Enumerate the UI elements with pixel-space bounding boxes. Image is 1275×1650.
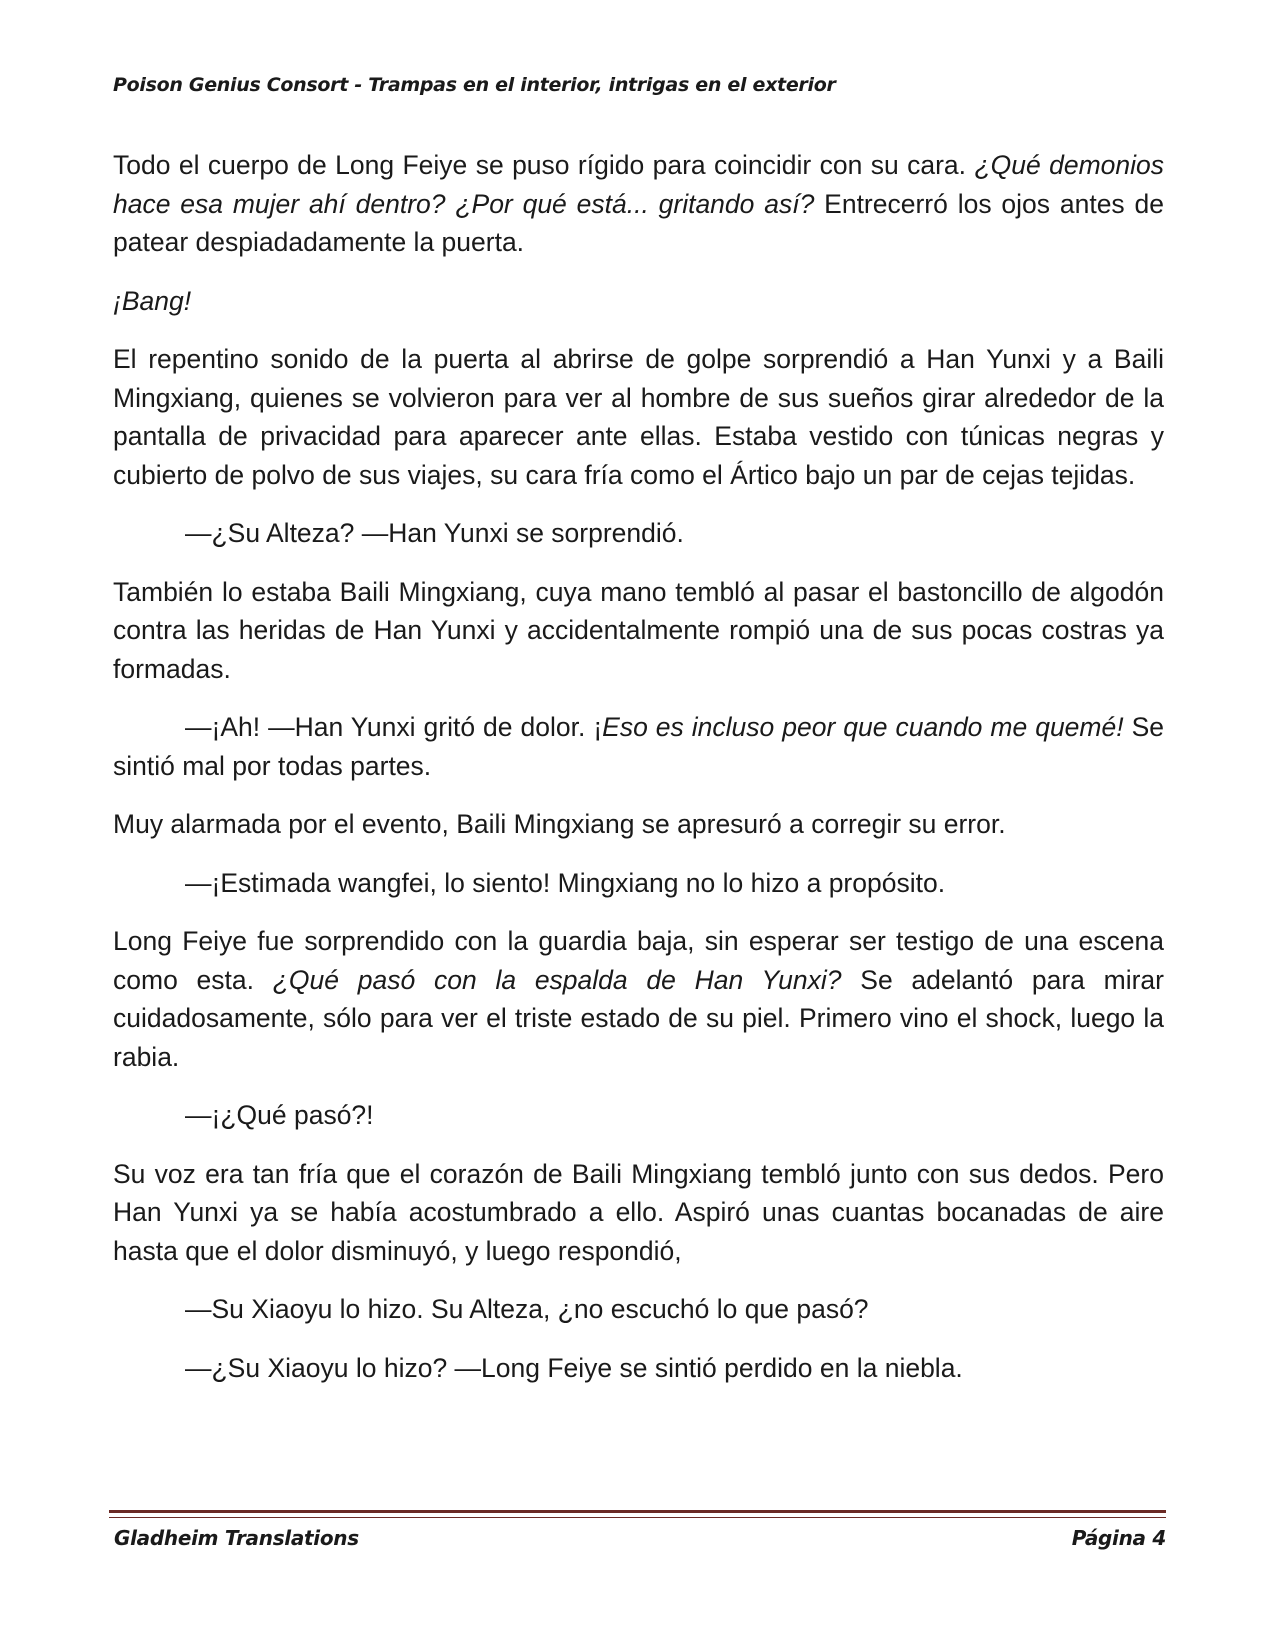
dialogue-paragraph [113,1290,1164,1329]
text-run: —¿Su Xiaoyu lo hizo? —Long Feiye se sintió perdido en la niebla. [185,1352,963,1383]
page-number: Página 4 [1071,1526,1166,1550]
dialogue-paragraph [113,514,1164,553]
text-run: Todo el cuerpo de Long Feiye se puso rígido para coincidir con su cara. [113,150,975,180]
body-paragraph [113,282,1164,321]
text-run: —¿Su Alteza? —Han Yunxi se sorprendió. [185,518,684,548]
footer-rule [109,1510,1166,1513]
text-run: —¡Estimada wangfei, lo siento! Mingxiang no lo hizo a propósito. [185,867,946,898]
text-run: Long Feiye fue sorprendido con la guardia baja, sin esperar ser testigo de una escena como esta. [113,926,1164,995]
body-paragraph [113,146,1164,262]
text-run: —¡Ah! —Han Yunxi gritó de dolor. ¡ [185,712,603,742]
text-run: Su voz era tan fría que el corazón de Baili Mingxiang tembló junto con sus dedos. Pero Han Yunxi ya se había acostumbrado a ello. Aspiró unas cuantas bocanadas de aire hasta que el dolor disminuyó, y luego respondió, [113,1158,1164,1266]
text-run: —¡¿Qué pasó?! [185,1100,374,1130]
footer-rule-thin [109,1517,1166,1518]
body-paragraph [113,573,1164,689]
text-run: Entrecerró los ojos antes de patear despiadadamente la puerta. [113,188,1164,257]
dialogue-paragraph [113,708,1164,785]
dialogue-paragraph [113,1096,1164,1135]
italic-text: ¿Qué pasó con la espalda de Han Yunxi? [272,964,842,995]
italic-text: Eso es incluso peor que cuando me quemé! [602,712,1124,742]
italic-text: ¡Bang! [113,285,192,316]
text-run: Muy alarmada por el evento, Baili Mingxiang se apresuró a corregir su error. [113,809,1006,839]
text-run: Se sintió mal por todas partes. [113,712,1164,781]
body-paragraph [113,1155,1164,1271]
body-paragraph [113,922,1164,1076]
italic-text: ¿Qué demonios hace esa mujer ahí dentro? ¿Por qué está... gritando así? [113,150,1165,219]
dialogue-paragraph [113,1349,1164,1388]
text-run: —Su Xiaoyu lo hizo. Su Alteza, ¿no escuchó lo que pasó? [185,1294,869,1324]
dialogue-paragraph [113,864,1164,903]
body-paragraph [113,340,1164,494]
running-header: Poison Genius Consort - Trampas en el interior, intrigas en el exterior [113,74,836,96]
body-paragraph [113,805,1164,844]
text-run: El repentino sonido de la puerta al abrirse de golpe sorprendió a Han Yunxi y a Baili Mingxiang, quienes se volvieron para ver al hombre de sus sueños girar alrededor de la pantalla de privacidad para aparecer ante ellas. Estaba vestido con túnicas negras y cubierto de polvo de sus viajes, su cara fría como el Ártico bajo un par de cejas tejidas. [113,344,1164,490]
text-run: Se adelantó para mirar cuidadosamente, sólo para ver el triste estado de su piel. Primero vino el shock, luego la rabia. [113,964,1164,1072]
text-run: También lo estaba Baili Mingxiang, cuya mano tembló al pasar el bastoncillo de algodón contra las heridas de Han Yunxi y accidentalmente rompió una de sus pocas costras ya formadas. [113,576,1164,684]
footer-publisher: Gladheim Translations [114,1526,359,1550]
page-body [113,146,1164,1407]
